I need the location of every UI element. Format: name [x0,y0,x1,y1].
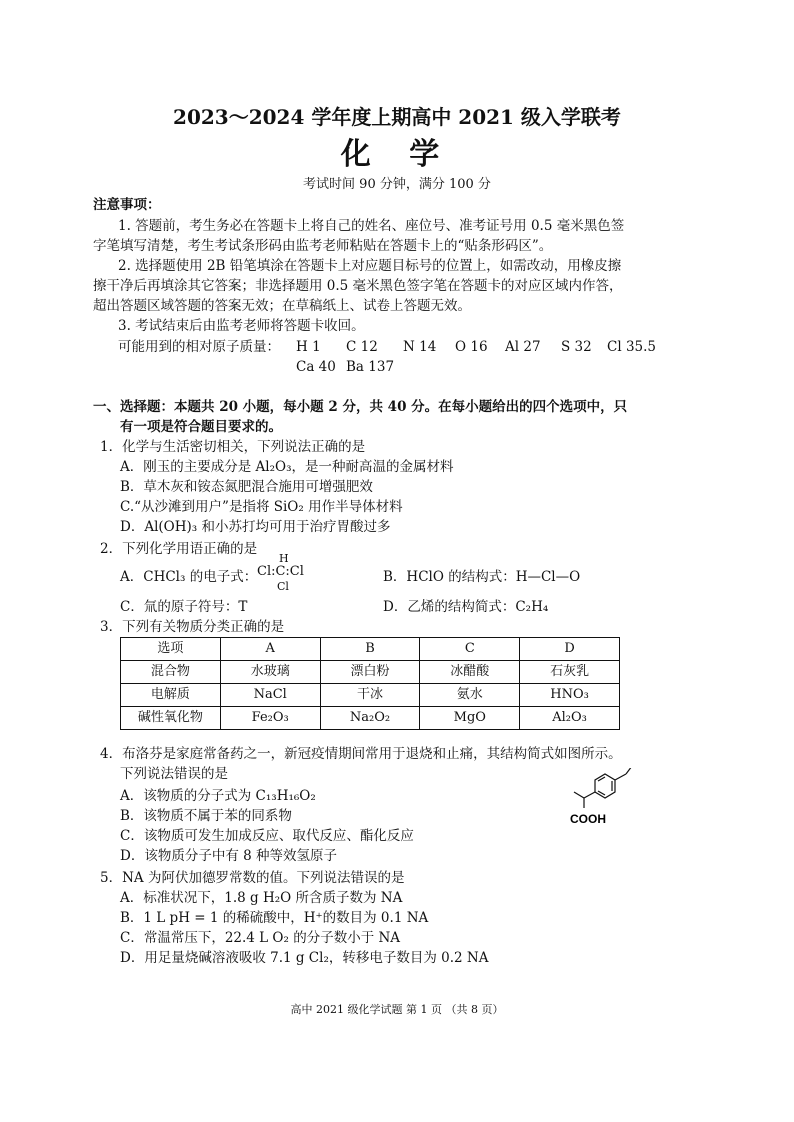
q1-option-b: B．草木灰和铵态氮肥混合施用可增强肥效 [120,479,373,495]
table-cell: 碱性氧化物 [121,707,221,730]
table-row [121,684,620,707]
q5-option-b: B．1 L pH = 1 的稀硫酸中，H⁺的数目为 0.1 NA [120,910,429,926]
q3-stem: 3．下列有关物质分类正确的是 [100,619,285,635]
q4-option-c: C．该物质可发生加成反应、取代反应、酯化反应 [120,828,414,844]
table-cell: D [520,638,620,661]
q5-option-d: D．用足量烧碱溶液吸收 7.1 g Cl₂，转移电子数目为 0.2 NA [120,950,489,966]
atomic-masses-label: 可能用到的相对原子质量： [118,339,280,355]
cooh-label: COOH [570,812,606,826]
table-cell: 氨水 [420,684,520,707]
q1-option-a: A．刚玉的主要成分是 Al₂O₃，是一种耐高温的金属材料 [120,459,454,475]
atomic-mass: S 32 [561,339,592,355]
table-cell: B [320,638,420,661]
table-cell: HNO₃ [520,684,620,707]
page-footer: 高中 2021 级化学试题 第 1 页 （共 8 页） [290,1003,504,1016]
table-cell: NaCl [220,684,320,707]
q2-option-b: B．HClO 的结构式：H—Cl—O [383,569,581,585]
ibuprofen-structure [560,768,670,828]
notice-line: 超出答题区域答题的答案无效；在草稿纸上、试卷上答题无效。 [93,298,471,314]
exam-title: 2023～2024 学年度上期高中 2021 级入学联考 [173,105,621,129]
table-row [121,638,620,661]
q5-stem: 5．NA 为阿伏加德罗常数的值。下列说法错误的是 [100,870,405,886]
notice-line: 2. 选择题使用 2B 铅笔填涂在答题卡上对应题目标号的位置上，如需改动，用橡皮擦 [118,258,622,274]
q2-option-c: C．氚的原子符号：T [120,599,248,615]
table-cell: 混合物 [121,661,221,684]
table-row [121,707,620,730]
atomic-mass: N 14 [403,339,437,355]
notice-line: 1. 答题前，考生务必在答题卡上将自己的姓名、座位号、准考证号用 0.5 毫米黑色签 [118,218,625,234]
formula-mid: Cl:C:Cl [257,564,304,579]
formula-bot: Cl [277,580,289,593]
chcl3-electron-formula [257,553,303,599]
table-cell: MgO [420,707,520,730]
notice-line: 3. 考试结束后由监考老师将答题卡收回。 [118,318,365,334]
q1-option-d: D．Al(OH)₃ 和小苏打均可用于治疗胃酸过多 [120,519,391,535]
q4-stem: 4．布洛芬是家庭常备药之一，新冠疫情期间常用于退烧和止痛，其结构简式如图所示。 [100,746,622,762]
q2-stem: 2．下列化学用语正确的是 [100,541,258,557]
atomic-mass: O 16 [455,339,488,355]
table-cell: Na₂O₂ [320,707,420,730]
q5-option-c: C．常温常压下，22.4 L O₂ 的分子数小于 NA [120,930,401,946]
table-cell: 选项 [121,638,221,661]
notice-heading: 注意事项： [93,197,161,213]
q2-option-d: D．乙烯的结构简式：C₂H₄ [383,599,549,615]
table-cell: 石灰乳 [520,661,620,684]
table-cell: 干冰 [320,684,420,707]
table-cell: 水玻璃 [220,661,320,684]
table-cell: 电解质 [121,684,221,707]
formula-top: H [279,552,289,565]
atomic-mass: H 1 [296,339,321,355]
table-cell: Al₂O₃ [520,707,620,730]
q1-stem: 1．化学与生活密切相关，下列说法正确的是 [100,439,366,455]
table-cell: C [420,638,520,661]
atomic-mass: Ca 40 [296,359,336,375]
classification-table [120,637,620,730]
table-cell: Fe₂O₃ [220,707,320,730]
section-heading: 有一项是符合题目要求的。 [120,419,282,435]
atomic-mass: Cl 35.5 [607,339,656,355]
q4-option-b: B．该物质不属于苯的同系物 [120,808,292,824]
q4-option-d: D．该物质分子中有 8 种等效氢原子 [120,848,337,864]
atomic-mass: C 12 [346,339,378,355]
q4-option-a: A．该物质的分子式为 C₁₃H₁₆O₂ [120,788,316,804]
q5-option-a: A．标准状况下，1.8 g H₂O 所含质子数为 NA [120,890,403,906]
exam-time: 考试时间 90 分钟，满分 100 分 [303,177,491,192]
table-cell: A [220,638,320,661]
table-row [121,661,620,684]
q2-option-a: A．CHCl₃ 的电子式： [120,569,258,585]
notice-line: 擦干净后再填涂其它答案；非选择题用 0.5 毫米黑色签字笔在答题卡的对应区域内作答， [93,278,623,294]
table-cell: 冰醋酸 [420,661,520,684]
notice-line: 字笔填写清楚，考生考试条形码由监考老师粘贴在答题卡上的“贴条形码区”。 [93,238,553,254]
atomic-mass: Ba 137 [346,359,395,375]
subject-title: 化 学 [340,137,454,172]
table-cell: 漂白粉 [320,661,420,684]
atomic-mass: Al 27 [505,339,541,355]
q4-stem-2: 下列说法错误的是 [120,766,228,782]
q1-option-c: C.“从沙滩到用户”是指将 SiO₂ 用作半导体材料 [120,499,403,515]
section-heading: 一、选择题：本题共 20 小题，每小题 2 分，共 40 分。在每小题给出的四个选项中，只 [93,399,628,415]
